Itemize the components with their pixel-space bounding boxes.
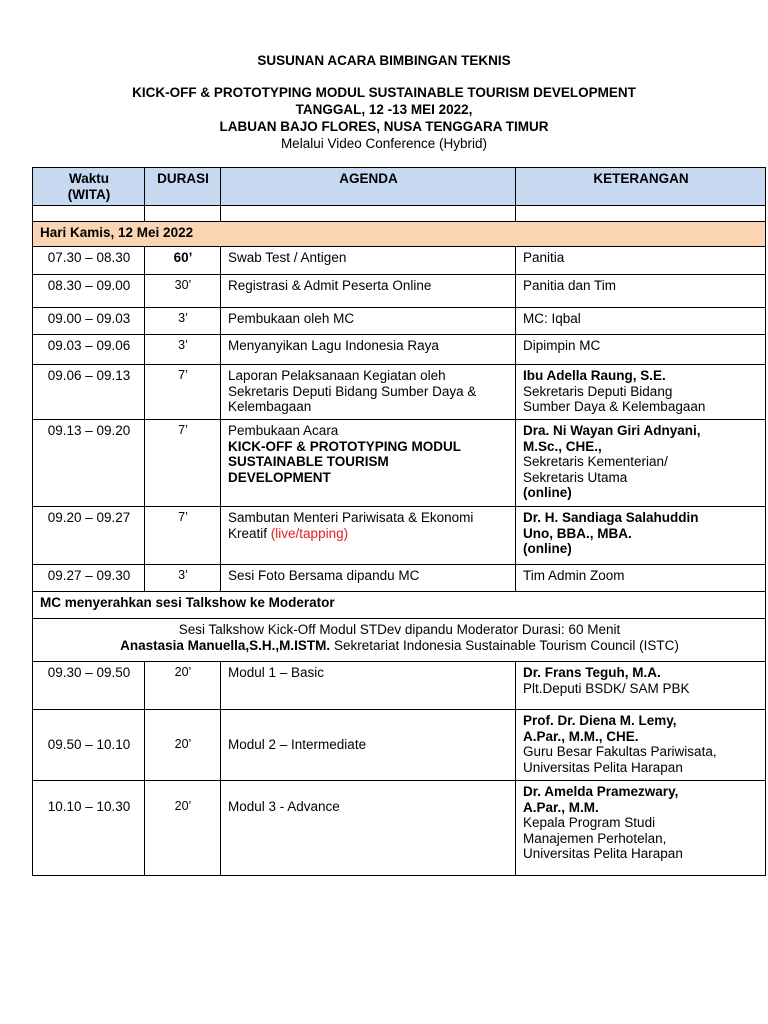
event-location: LABUAN BAJO FLORES, NUSA TENGGARA TIMUR: [219, 119, 549, 134]
note-cell: Dr. Frans Teguh, M.A. Plt.Deputi BSDK/ SAM PBK: [516, 662, 766, 710]
schedule-table: [32, 167, 766, 876]
duration-cell: 7’: [145, 507, 221, 565]
duration-cell: 7’: [145, 365, 221, 420]
note-cell: Dr. H. Sandiaga Salahuddin Uno, BBA., MBA. (online): [516, 507, 766, 565]
time-cell: 10.10 – 10.30: [33, 781, 145, 876]
talkshow-row: [33, 619, 766, 662]
day-row: [33, 222, 766, 247]
handover-text: MC menyerahkan sesi Talkshow ke Moderator: [33, 592, 766, 619]
day-label: Hari Kamis, 12 Mei 2022: [33, 222, 766, 247]
table-row: [33, 507, 766, 565]
table-row: [33, 335, 766, 365]
note-cell: Dipimpin MC: [516, 335, 766, 365]
table-row: [33, 781, 766, 876]
col-header-agenda: AGENDA: [221, 168, 516, 206]
moderator-name: Anastasia Manuella,S.H.,M.ISTM.: [120, 637, 331, 653]
agenda-cell: Menyanyikan Lagu Indonesia Raya: [221, 335, 516, 365]
time-cell: 09.13 – 09.20: [33, 420, 145, 507]
duration-cell: 3’: [145, 565, 221, 592]
time-cell: 09.03 – 09.06: [33, 335, 145, 365]
duration-cell: 20’: [145, 710, 221, 781]
duration-cell: 3’: [145, 335, 221, 365]
time-cell: 09.30 – 09.50: [33, 662, 145, 710]
duration-cell: 7’: [145, 420, 221, 507]
col-header-waktu: Waktu (WITA): [33, 168, 145, 206]
time-cell: 09.00 – 09.03: [33, 308, 145, 335]
agenda-cell: Registrasi & Admit Peserta Online: [221, 275, 516, 308]
note-cell: Ibu Adella Raung, S.E. Sekretaris Deputi Bidang Sumber Daya & Kelembagaan: [516, 365, 766, 420]
time-cell: 09.20 – 09.27: [33, 507, 145, 565]
agenda-cell: Modul 3 - Advance: [221, 781, 516, 876]
duration-cell: 30’: [145, 275, 221, 308]
agenda-cell: Pembukaan oleh MC: [221, 308, 516, 335]
table-row: [33, 308, 766, 335]
agenda-cell: Sambutan Menteri Pariwisata & Ekonomi Kreatif (live/tapping): [221, 507, 516, 565]
col-header-keterangan: KETERANGAN: [516, 168, 766, 206]
table-row: [33, 662, 766, 710]
col-header-durasi: DURASI: [145, 168, 221, 206]
note-cell: Dr. Amelda Pramezwary, A.Par., M.M. Kepala Program Studi Manajemen Perhotelan, Universitas Pelita Harapan: [516, 781, 766, 876]
time-cell: 09.27 – 09.30: [33, 565, 145, 592]
agenda-cell: Sesi Foto Bersama dipandu MC: [221, 565, 516, 592]
time-cell: 09.50 – 10.10: [33, 710, 145, 781]
note-cell: Tim Admin Zoom: [516, 565, 766, 592]
note-cell: Dra. Ni Wayan Giri Adnyani, M.Sc., CHE., Sekretaris Kementerian/ Sekretaris Utama (online): [516, 420, 766, 507]
agenda-cell: Modul 1 – Basic: [221, 662, 516, 710]
note-cell: Panitia dan Tim: [516, 275, 766, 308]
doc-title: SUSUNAN ACARA BIMBINGAN TEKNIS: [257, 53, 511, 68]
note-cell: Panitia: [516, 247, 766, 275]
agenda-cell: Pembukaan Acara KICK-OFF & PROTOTYPING MODUL SUSTAINABLE TOURISM DEVELOPMENT: [221, 420, 516, 507]
agenda-cell: Swab Test / Antigen: [221, 247, 516, 275]
duration-cell: 20’: [145, 662, 221, 710]
event-mode: Melalui Video Conference (Hybrid): [280, 136, 488, 151]
live-tapping-note: (live/tapping): [270, 525, 349, 541]
duration-cell: 60’: [145, 247, 221, 275]
duration-cell: 3’: [145, 308, 221, 335]
agenda-cell: Laporan Pelaksanaan Kegiatan oleh Sekretaris Deputi Bidang Sumber Daya & Kelembagaan: [221, 365, 516, 420]
table-row: [33, 710, 766, 781]
time-cell: 07.30 – 08.30: [33, 247, 145, 275]
handover-row: [33, 592, 766, 619]
note-cell: MC: Iqbal: [516, 308, 766, 335]
blank-row: [33, 206, 766, 222]
table-header-row: [33, 168, 766, 206]
event-title: KICK-OFF & PROTOTYPING MODUL SUSTAINABLE TOURISM DEVELOPMENT: [132, 85, 636, 100]
duration-cell: 20’: [145, 781, 221, 876]
talkshow-info: Sesi Talkshow Kick-Off Modul STDev dipandu Moderator Durasi: 60 Menit Anastasia Manuella,S.H.,M.ISTM. Sekretariat Indonesia Sustainable Tourism Council (ISTC): [33, 619, 766, 662]
time-cell: 08.30 – 09.00: [33, 275, 145, 308]
note-cell: Prof. Dr. Diena M. Lemy, A.Par., M.M., CHE. Guru Besar Fakultas Pariwisata, Universitas Pelita Harapan: [516, 710, 766, 781]
event-date: TANGGAL, 12 -13 MEI 2022,: [295, 102, 473, 117]
agenda-cell: Modul 2 – Intermediate: [221, 710, 516, 781]
table-row: [33, 247, 766, 275]
table-row: [33, 420, 766, 507]
time-cell: 09.06 – 09.13: [33, 365, 145, 420]
table-row: [33, 565, 766, 592]
table-row: [33, 275, 766, 308]
table-row: [33, 365, 766, 420]
